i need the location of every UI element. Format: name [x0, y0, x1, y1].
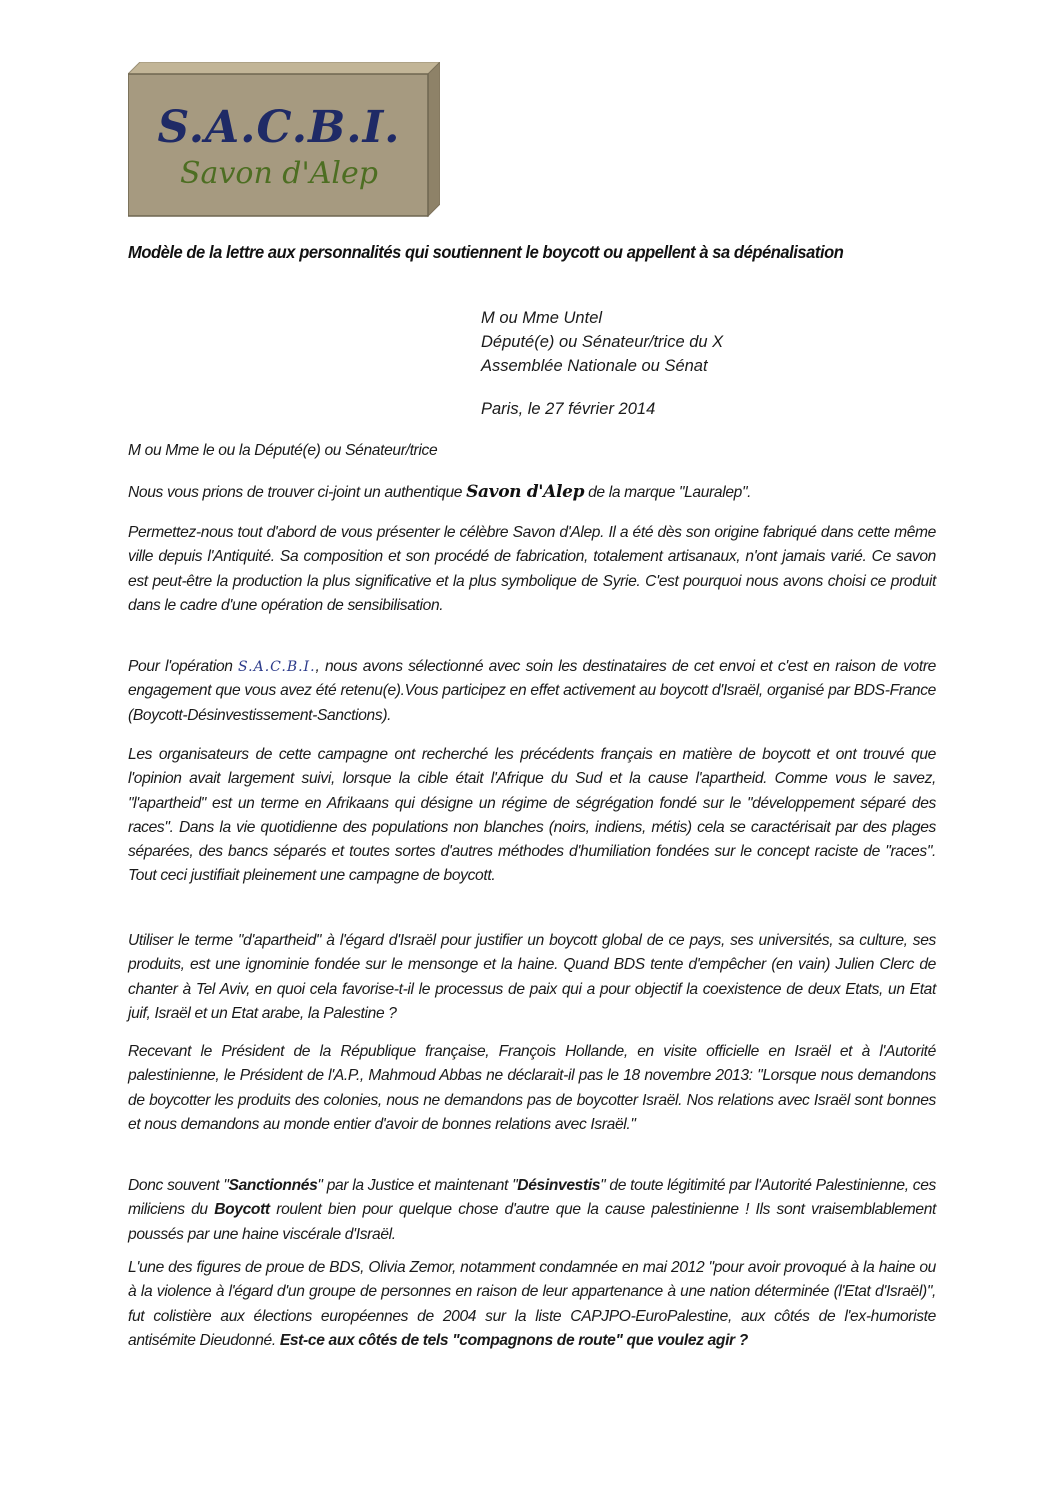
paragraph-1	[128, 480, 936, 505]
paragraph-3	[128, 655, 936, 728]
sacbi-logo	[128, 62, 440, 218]
paragraph-text: L'une des figures de proue de BDS, Olivia Zemor, notamment condamnée en mai 2012 "pour avoir provoqué à la haine ou à la violence à l'égard d'un groupe de personnes en raison de leur appartenance à une nation déterminée (l'Etat d'Israël)", fut colistière aux élections européennes de 2004 sur la liste CAPJPO-EuroPalestine, aux côtés de l'ex-humoriste antisémite Dieudonné.	[128, 1259, 936, 1349]
paragraph-text: Permettez-nous tout d'abord de vous présenter le célèbre Savon d'Alep. Il a été dès son origine fabriqué dans cette même ville depuis l'Antiquité. Sa composition et son procédé de fabrication, totalement artisanaux, n'ont jamais varié. Ce savon est peut-être la production la plus significative et la plus symbolique de Syrie. C'est pourquoi nous avons choisi ce produit dans le cadre d'une opération de sensibilisation.	[128, 524, 936, 614]
date-line: Paris, le 27 février 2014	[481, 400, 656, 418]
paragraph-text: Pour l'opération	[128, 658, 239, 675]
paragraph-7	[128, 1174, 936, 1247]
paragraph-text: " de toute légitimité par l'Autorité Palestinienne, ces miliciens du	[128, 1177, 937, 1219]
bold-desinvestis: Désinvestis	[517, 1177, 601, 1194]
document-title: Modèle de la lettre aux personnalités qui soutiennent le boycott ou appellent à sa dépénalisation	[128, 242, 844, 262]
closing-question: Est-ce aux côtés de tels "compagnons de route" que voulez agir ?	[279, 1331, 748, 1349]
paragraph-text: de la marque "Lauralep".	[584, 484, 752, 501]
logo-subtitle: Savon d'Alep	[180, 156, 378, 191]
paragraph-6	[128, 1040, 936, 1137]
paragraph-2	[128, 521, 936, 618]
paragraph-5	[128, 929, 936, 1026]
recipient-name: M ou Mme Untel	[481, 309, 603, 327]
paragraph-text: Recevant le Président de la République française, François Hollande, en visite officielle en Israël et à l'Autorité palestinienne, le Président de l'A.P., Mahmoud Abbas ne déclarait-il pas le 18 novembre 2013: "Lorsque nous demandons de boycotter les produits des colonies, nous ne demandons pas de boycotter Israël. Nos relations avec Israël sont bonnes et nous demandons au monde entier d'avoir de bonnes relations avec Israël."	[128, 1043, 936, 1133]
salutation: M ou Mme le ou la Député(e) ou Sénateur/trice	[128, 442, 438, 459]
paragraph-text: Les organisateurs de cette campagne ont recherché les précédents français en matière de boycott et ont trouvé que l'opinion avait largement suivi, lorsque la cible était l'Afrique du Sud et la cause l'apartheid. Comme vous le savez, "l'apartheid" est un terme en Afrikaans qui désigne un régime de ségrégation fondé sur le "développement séparé des races". Dans la vie quotidienne des populations non blanches (noirs, indiens, métis) cela se caractérisait par des plages séparées, des bancs séparés et toutes sortes d'autres méthodes d'humiliation fondées sur le concept raciste de "races". Tout ceci justifiait pleinement une campagne de boycott.	[128, 746, 936, 885]
paragraph-text: Donc souvent "	[128, 1177, 229, 1194]
sacbi-inline-logo: S.A.C.B.I.	[238, 659, 316, 675]
bold-sanctionnes: Sanctionnés	[228, 1177, 318, 1194]
paragraph-4	[128, 743, 936, 889]
paragraph-text: Utiliser le terme "d'apartheid" à l'égard d'Israël pour justifier un boycott global de ce pays, ses universités, sa culture, ses produits, est une ignominie fondée sur le mensonge et la haine. Quand BDS tente d'empêcher (en vain) Julien Clerc de chanter à Tel Aviv, en quoi cela favorise-t-il le processus de paix qui a pour objectif la coexistence de deux Etats, un Etat juif, Israël et un Etat arabe, la Palestine ?	[128, 932, 936, 1022]
recipient-role: Député(e) ou Sénateur/trice du X	[481, 333, 724, 351]
savon-dalep-script: Savon d'Alep	[466, 482, 585, 502]
recipient-institution: Assemblée Nationale ou Sénat	[481, 357, 708, 375]
logo-acronym: S.A.C.B.I.	[157, 102, 401, 153]
recipient-address	[481, 306, 723, 378]
bold-boycott: Boycott	[214, 1201, 270, 1219]
paragraph-text: , nous avons sélectionné avec soin les destinataires de cet envoi et c'est en raison de votre engagement que vous avez été retenu(e).Vous participez en effet activement au boycott d'Israël, organisé par BDS-France (Boycott-Désinvestissement-Sanctions).	[128, 658, 936, 724]
paragraph-text: Nous vous prions de trouver ci-joint un authentique	[128, 484, 467, 501]
paragraph-text: roulent bien pour quelque chose d'autre que la cause palestinienne ! Ils sont vraisemblablement poussés par une haine viscérale d'Israël.	[128, 1201, 937, 1243]
paragraph-text: " par la Justice et maintenant "	[317, 1177, 518, 1194]
paragraph-8	[128, 1256, 936, 1353]
